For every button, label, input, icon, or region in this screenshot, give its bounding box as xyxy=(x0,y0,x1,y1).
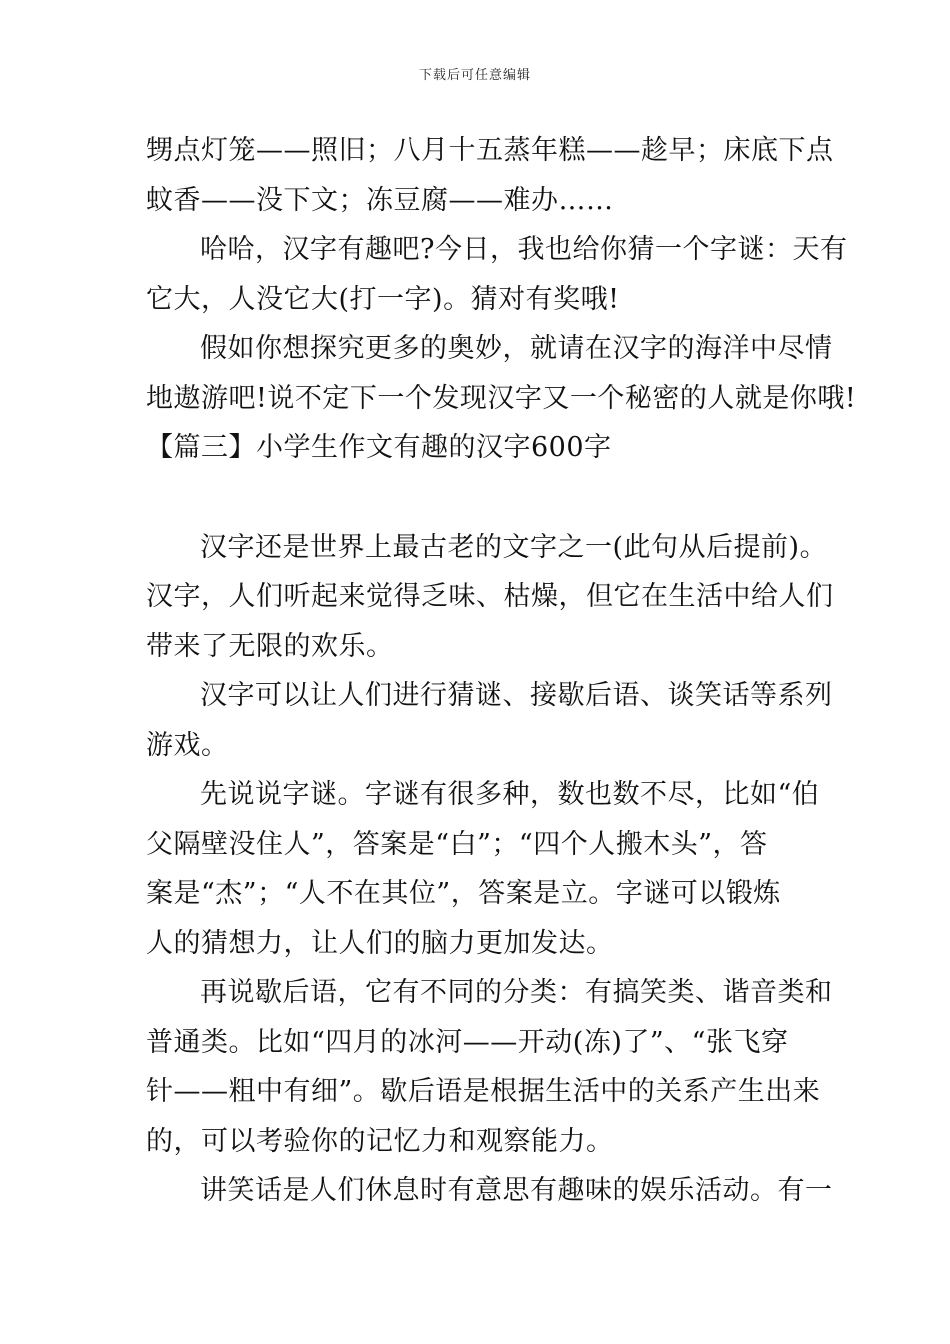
section-heading: 【篇三】小学生作文有趣的汉字600字 xyxy=(146,432,612,463)
text-line-10: 带来了无限的欢乐。 xyxy=(146,630,394,662)
text-line-6: 地遨游吧!说不定下一个发现汉字又一个秘密的人就是你哦! xyxy=(146,382,857,414)
text-line-3: 哈哈，汉字有趣吧?今日，我也给你猜一个字谜：天有 xyxy=(200,234,848,265)
text-line-20: 的，可以考验你的记忆力和观察能力。 xyxy=(146,1125,614,1157)
text-line-19: 针——粗中有细”。歇后语是根据生活中的关系产生出来 xyxy=(146,1076,821,1107)
text-line-8: 汉字还是世界上最古老的文字之一(此句从后提前)。 xyxy=(200,531,828,563)
text-line-18: 普通类。比如“四月的冰河——开动(冻)了”、“张飞穿 xyxy=(146,1026,789,1058)
blank-line xyxy=(146,473,806,523)
text-line-14: 父隔壁没住人”，答案是“白”；“四个人搬木头”，答 xyxy=(146,828,768,860)
text-line-12: 游戏。 xyxy=(146,729,229,761)
text-line-2: 蚊香——没下文；冻豆腐——难办…… xyxy=(146,184,614,216)
text-line-16: 人的猜想力，让人们的脑力更加发达。 xyxy=(146,927,614,959)
text-line-4: 它大，人没它大(打一字)。猜对有奖哦! xyxy=(146,283,620,315)
text-line-11: 汉字可以让人们进行猜谜、接歇后语、谈笑话等系列 xyxy=(200,680,833,711)
text-line-15: 案是“杰”；“人不在其位”，答案是立。字谜可以锻炼 xyxy=(146,878,781,909)
page-header: 下载后可任意编辑 xyxy=(418,68,531,83)
text-line-17: 再说歇后语，它有不同的分类：有搞笑类、谐音类和 xyxy=(200,977,833,1008)
text-line-5: 假如你想探究更多的奥妙，就请在汉字的海洋中尽情 xyxy=(200,333,833,364)
text-line-1: 甥点灯笼——照旧；八月十五蒸年糕——趁早；床底下点 xyxy=(146,135,834,166)
text-line-21: 讲笑话是人们休息时有意思有趣味的娱乐活动。有一 xyxy=(200,1175,833,1206)
document-body xyxy=(146,126,857,1216)
text-line-9: 汉字，人们听起来觉得乏味、枯燥，但它在生活中给人们 xyxy=(146,581,834,612)
text-line-13: 先说说字谜。字谜有很多种，数也数不尽，比如“伯 xyxy=(200,779,820,810)
